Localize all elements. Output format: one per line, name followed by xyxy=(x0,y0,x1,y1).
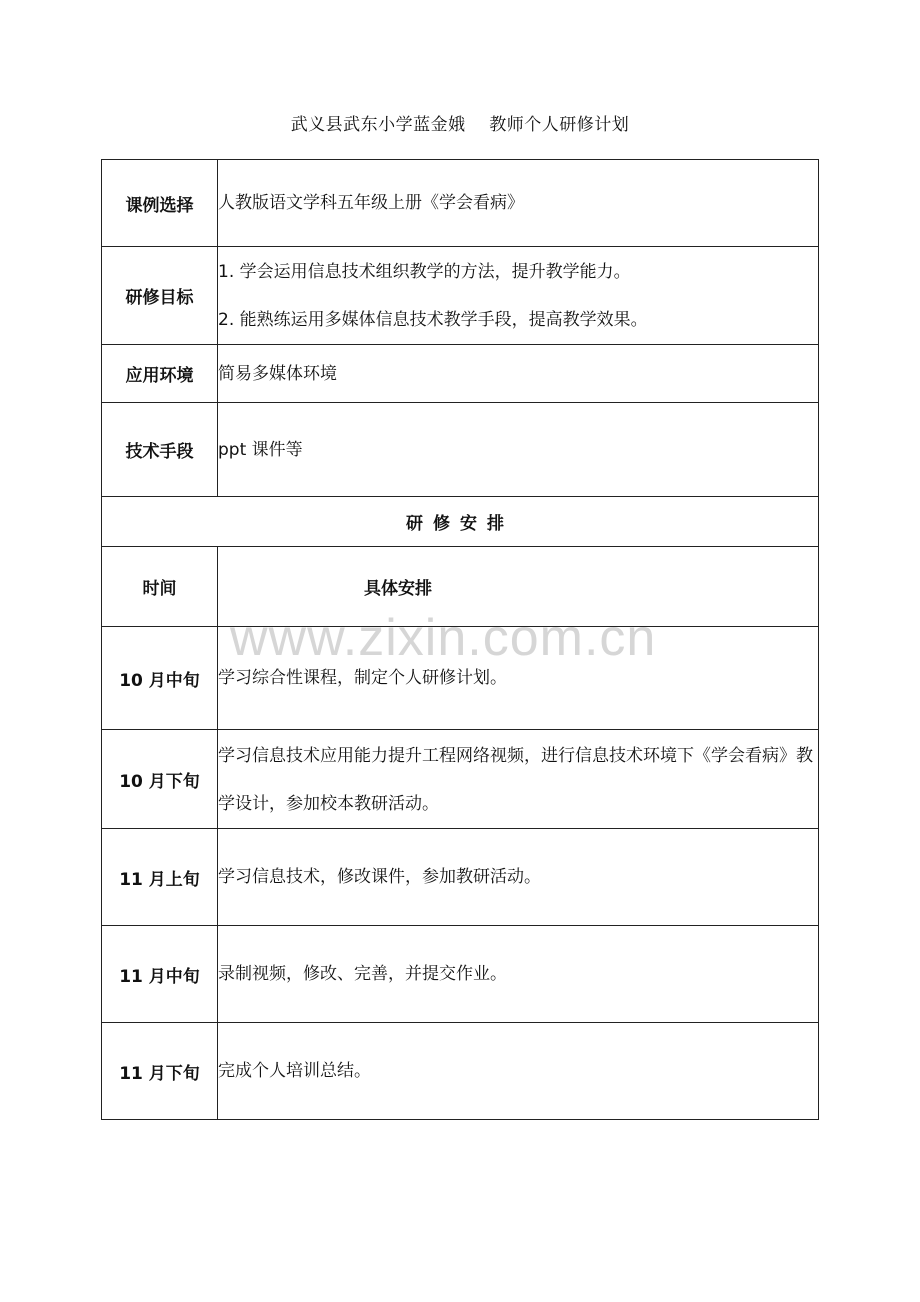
schedule-detail-cell xyxy=(218,926,819,1023)
table-row xyxy=(102,1023,819,1120)
environment-cell xyxy=(218,345,819,403)
goal-item-1: 1. 学会运用信息技术组织教学的方法，提升教学能力。 xyxy=(218,261,631,282)
row-label-environment: 应用环境 xyxy=(102,345,218,403)
table-header-row xyxy=(102,547,819,627)
goal-item-2: 2. 能熟练运用多媒体信息技术教学手段，提高教学效果。 xyxy=(218,309,648,330)
goals-cell xyxy=(218,247,819,345)
schedule-time: 11 月上旬 xyxy=(102,829,218,926)
watermark: www.zixin.com.cn xyxy=(230,609,657,667)
table-row xyxy=(102,829,819,926)
document-title: 武义县武东小学蓝金娥 教师个人研修计划 xyxy=(290,115,630,135)
research-plan-table xyxy=(101,159,819,1120)
environment-text: 简易多媒体环境 xyxy=(218,363,337,384)
table-row xyxy=(102,730,819,829)
schedule-detail: 学习综合性课程，制定个人研修计划。 xyxy=(218,668,507,688)
schedule-detail: 录制视频，修改、完善，并提交作业。 xyxy=(218,964,507,984)
schedule-time: 11 月下旬 xyxy=(102,1023,218,1120)
table-row xyxy=(102,160,819,247)
column-header-detail-cell xyxy=(218,547,819,627)
column-header-detail: 具体安排 xyxy=(364,579,432,599)
schedule-time: 10 月下旬 xyxy=(102,730,218,829)
table-row xyxy=(102,926,819,1023)
table-row xyxy=(102,627,819,730)
schedule-time: 10 月中旬 xyxy=(102,627,218,730)
row-label-technique: 技术手段 xyxy=(102,403,218,497)
schedule-detail-cell xyxy=(218,730,819,829)
schedule-detail: 学习信息技术应用能力提升工程网络视频，进行信息技术环境下《学会看病》教学设计，参加校本教研活动。 xyxy=(218,746,813,814)
schedule-time: 11 月中旬 xyxy=(102,926,218,1023)
schedule-detail: 学习信息技术，修改课件，参加教研活动。 xyxy=(218,867,541,887)
table-row xyxy=(102,497,819,547)
column-header-time: 时间 xyxy=(102,547,218,627)
technique-text: ppt 课件等 xyxy=(218,439,303,460)
table-row xyxy=(102,345,819,403)
lesson-choice-text: 人教版语文学科五年级上册《学会看病》 xyxy=(218,193,524,213)
schedule-detail: 完成个人培训总结。 xyxy=(218,1061,371,1081)
section-title: 研修安排 xyxy=(102,497,819,547)
row-label-goals: 研修目标 xyxy=(102,247,218,345)
technique-cell xyxy=(218,403,819,497)
schedule-detail-cell xyxy=(218,829,819,926)
row-label-lesson: 课例选择 xyxy=(102,160,218,247)
schedule-detail-cell xyxy=(218,627,819,730)
schedule-detail-cell xyxy=(218,1023,819,1120)
table-row xyxy=(102,247,819,345)
table-row xyxy=(102,403,819,497)
lesson-choice-cell xyxy=(218,160,819,247)
